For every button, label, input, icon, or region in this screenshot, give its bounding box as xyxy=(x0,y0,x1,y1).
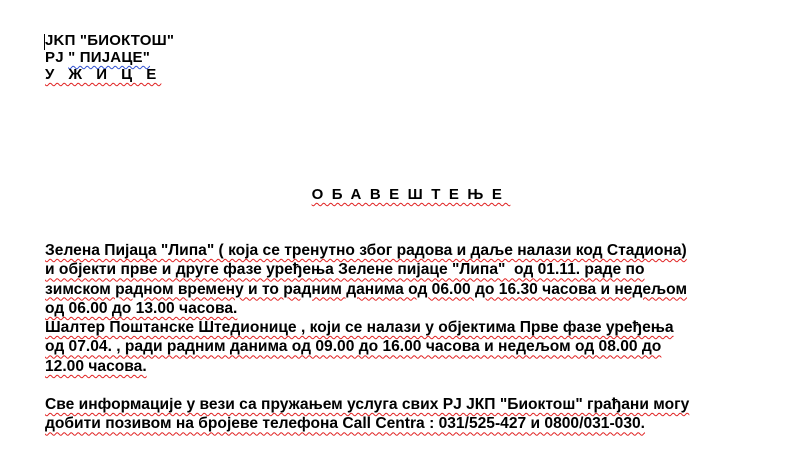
paragraph-line: Све информације у вези са пружањем услуга свих РЈ ЈКП "Биоктош" грађани могу xyxy=(45,396,690,413)
paragraph-line: 12.00 часова. xyxy=(45,357,147,375)
paragraph-line: добити позивом на бројеве телефона Call Centra : 031/525-427 и 0800/031-030. xyxy=(45,415,646,433)
letterhead-city: У Ж И Ц Е xyxy=(45,66,162,83)
letterhead xyxy=(45,32,174,83)
paragraph-line: од 06.00 до 13.00 часова. xyxy=(45,299,238,317)
letterhead-company: JKП "БИОКТОШ" xyxy=(45,32,175,49)
paragraph-line: зимском радном времену и то радним данима од 06.00 до 16.30 часова и недељом xyxy=(45,280,687,298)
paragraph-line: Шалтер Поштанске Штедионице , који се налази у објектима Прве фазе уређења xyxy=(45,319,674,337)
paragraph-line: од 07.04. , ради радним данима од 09.00 до 16.00 часова и недељом од 08.00 до xyxy=(45,338,662,356)
letterhead-unit-name: " ПИЈАЦЕ" xyxy=(68,49,151,66)
document-title: ОБАВЕШТЕЊЕ xyxy=(311,186,511,203)
letterhead-unit xyxy=(45,49,174,66)
notice-paragraph-2 xyxy=(45,395,785,434)
paragraph-line: Зелена Пијаца "Липа" ( која се тренутно због радова и даље налази код Стадиона) xyxy=(45,242,687,259)
paragraph-line: и објекти прве и друге фазе уређења Зелене пијаце "Липа" од 01.11. раде по xyxy=(45,261,645,279)
letterhead-unit-prefix: PJ xyxy=(45,49,69,66)
notice-paragraph-1 xyxy=(45,241,785,376)
